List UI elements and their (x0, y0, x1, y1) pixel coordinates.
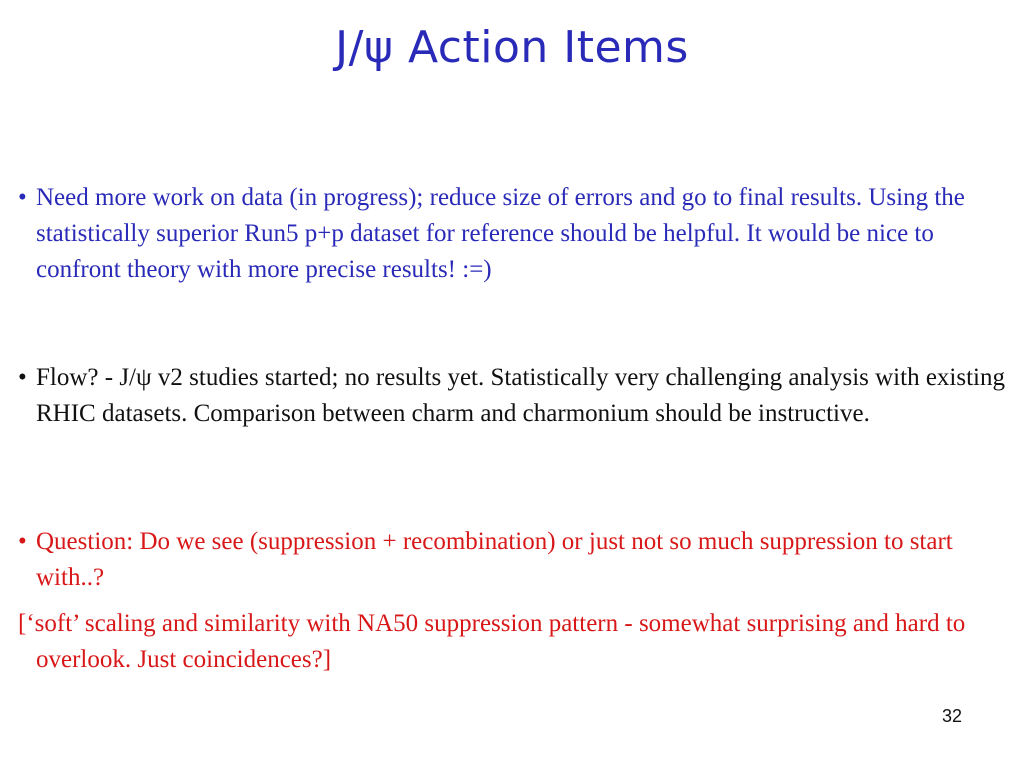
bullet-text: Need more work on data (in progress); reduce size of errors and go to final results. Using the statistically superior Run5 p+p dataset for reference should be helpful. It would be nice to confront theory with more precise results! :=) (36, 184, 965, 283)
bullet-item (18, 180, 1008, 288)
bracket-note (18, 606, 1008, 678)
bullet-text: Flow? - J/ψ v2 studies started; no results yet. Statistically very challenging analysis with existing RHIC datasets. Comparison between charm and charmonium should be instructive. (36, 364, 1005, 427)
page-number: 32 (941, 706, 962, 726)
bullet-marker: • (18, 184, 27, 211)
bullet-marker: • (18, 364, 27, 391)
bullet-item (18, 360, 1008, 432)
bullet-text: Question: Do we see (suppression + recombination) or just not so much suppression to start with..? (36, 528, 953, 591)
slide-title: J/ψ Action Items (335, 22, 689, 73)
bullet-marker: • (18, 528, 27, 555)
bullet-item (18, 524, 1008, 596)
bracket-note-text: [‘soft’ scaling and similarity with NA50 suppression pattern - somewhat surprising and hard to overlook. Just coincidences?] (18, 610, 966, 673)
